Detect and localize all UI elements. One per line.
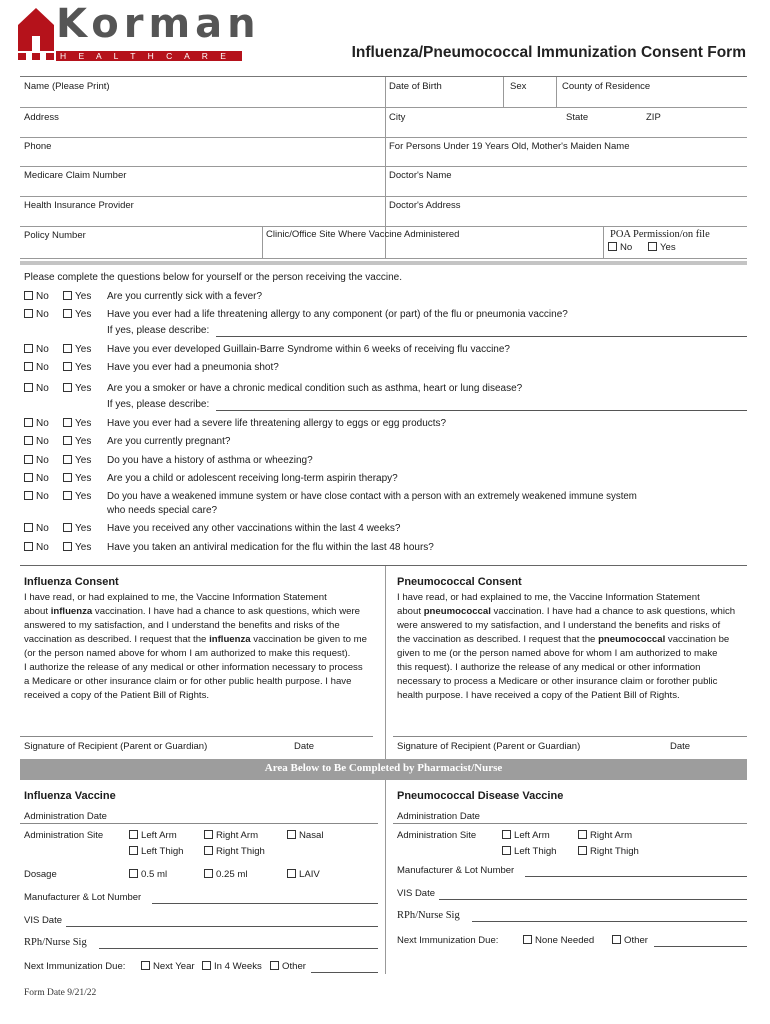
pneu-admin-date: Administration Date [397, 811, 480, 822]
q4-no[interactable]: No [24, 362, 49, 373]
q9-yes[interactable]: Yes [63, 473, 91, 484]
pneu-vis-line[interactable] [439, 899, 747, 900]
poa-field: POA Permission/on file [610, 229, 710, 240]
q4-yes[interactable]: Yes [63, 362, 91, 373]
q11-no[interactable]: No [24, 523, 49, 534]
pneu-next-label: Next Immunization Due: [397, 935, 499, 946]
q7-no[interactable]: No [24, 436, 49, 447]
pharmacist-bar-title: Area Below to Be Completed by Pharmacist/Nurse [264, 762, 503, 774]
q6-yes[interactable]: Yes [63, 418, 91, 429]
pneu-right-thigh-checkbox[interactable]: Right Thigh [578, 846, 639, 857]
q10-no[interactable]: No [24, 491, 49, 502]
flu-signature-label: Signature of Recipient (Parent or Guardian) [24, 741, 208, 752]
q5-no[interactable]: No [24, 383, 49, 394]
sex-field[interactable]: Sex [510, 81, 527, 92]
pneu-rph-label: RPh/Nurse Sig [397, 910, 460, 921]
describe-line-2[interactable] [216, 410, 747, 411]
q9-no[interactable]: No [24, 473, 49, 484]
question: Are you a smoker or have a chronic medical condition such as asthma, heart or lung disease? [107, 383, 523, 394]
dob-field[interactable]: Date of Birth [389, 81, 442, 92]
four-weeks-checkbox[interactable]: In 4 Weeks [202, 961, 262, 972]
q7-yes[interactable]: Yes [63, 436, 91, 447]
county-field[interactable]: County of Residence [562, 81, 651, 92]
pneu-admin-site: Administration Site [397, 830, 477, 841]
q1-no[interactable]: No [24, 291, 49, 302]
flu-date-label: Date [294, 741, 315, 752]
pneu-date-label: Date [670, 741, 691, 752]
pneu-consent-text: I have read, or had explained to me, the Vaccine Information Statement about pneumococcal vaccination. I have had a chance to ask questions, which were answered to my satisfaction, and I understand the benefits and risks of the vaccination as described. I request that the pneumococcal vaccination be given to me (or the person named above for whom I am authorized to make this request). I authorize the release of any medical or other information necessary to process a Medicare or other insurance claim or forother public health purpose. I have received a copy of the Patient Bill of Rights. [397, 592, 736, 701]
pneu-lot-line[interactable] [525, 876, 747, 877]
flu-left-arm-checkbox[interactable]: Left Arm [129, 830, 177, 841]
q8-no[interactable]: No [24, 455, 49, 466]
dose-025-checkbox[interactable]: 0.25 ml [204, 869, 247, 880]
flu-admin-site: Administration Site [24, 830, 104, 841]
phone-field[interactable]: Phone [24, 141, 52, 152]
pneu-rph-line[interactable] [472, 921, 747, 922]
instructions: Please complete the questions below for yourself or the person receiving the vaccine. [24, 272, 402, 283]
pneu-signature-label: Signature of Recipient (Parent or Guardian) [397, 741, 581, 752]
question: Have you ever had a severe life threatening allergy to eggs or egg products? [107, 418, 447, 429]
question: Do you have a history of asthma or wheezing? [107, 455, 313, 466]
form-date-footer: Form Date 9/21/22 [24, 988, 97, 998]
dose-05-checkbox[interactable]: 0.5 ml [129, 869, 167, 880]
pneu-right-arm-checkbox[interactable]: Right Arm [578, 830, 632, 841]
q2-yes[interactable]: Yes [63, 309, 91, 320]
flu-vaccine-title: Influenza Vaccine [24, 790, 116, 802]
pneu-other-line[interactable] [654, 946, 747, 947]
logo-subtitle: H E A L T H C A R E [60, 51, 231, 61]
flu-other-line[interactable] [311, 972, 378, 973]
q3-no[interactable]: No [24, 344, 49, 355]
clinic-field[interactable]: Clinic/Office Site Where Vaccine Administered [266, 229, 460, 240]
poa-yes-checkbox[interactable]: Yes [648, 242, 676, 253]
question: Are you currently pregnant? [107, 436, 231, 447]
form-title: Influenza/Pneumococcal Immunization Consent Form [351, 44, 746, 61]
insurance-field[interactable]: Health Insurance Provider [24, 200, 134, 211]
q12-yes[interactable]: Yes [63, 542, 91, 553]
describe-label: If yes, please describe: [107, 325, 210, 336]
flu-dosage: Dosage [24, 869, 57, 880]
flu-left-thigh-checkbox[interactable]: Left Thigh [129, 846, 184, 857]
pneu-lot-label: Manufacturer & Lot Number [397, 865, 515, 876]
flu-next-label: Next Immunization Due: [24, 961, 126, 972]
house-icon [18, 8, 54, 60]
question: Have you ever developed Guillain-Barre Syndrome within 6 weeks of receiving flu vaccine? [107, 344, 510, 355]
flu-signature-line[interactable] [20, 736, 373, 737]
question: Do you have a weakened immune system or have close contact with a person with an extremely weakened immune system [107, 491, 637, 502]
q11-yes[interactable]: Yes [63, 523, 91, 534]
flu-lot-label: Manufacturer & Lot Number [24, 892, 142, 903]
flu-lot-line[interactable] [152, 903, 378, 904]
question: Have you ever had a life threatening allergy to any component (or part) of the flu or pneumonia vaccine? [107, 309, 568, 320]
question: Have you received any other vaccinations within the last 4 weeks? [107, 523, 401, 534]
pneu-admin-date-line[interactable] [393, 823, 747, 824]
poa-no-checkbox[interactable]: No [608, 242, 632, 253]
pneu-left-thigh-checkbox[interactable]: Left Thigh [502, 846, 557, 857]
maiden-name-field[interactable]: For Persons Under 19 Years Old, Mother's Maiden Name [389, 141, 630, 152]
state-field[interactable]: State [566, 112, 589, 123]
flu-rph-label: RPh/Nurse Sig [24, 937, 87, 948]
q2-no[interactable]: No [24, 309, 49, 320]
flu-consent-title: Influenza Consent [24, 576, 119, 588]
flu-nasal-checkbox[interactable]: Nasal [287, 830, 324, 841]
name-field[interactable]: Name (Please Print) [24, 81, 110, 92]
q3-yes[interactable]: Yes [63, 344, 91, 355]
q12-no[interactable]: No [24, 542, 49, 553]
pneu-vaccine-title: Pneumococcal Disease Vaccine [397, 790, 564, 802]
pneu-consent-title: Pneumococcal Consent [397, 576, 522, 588]
flu-admin-date-line[interactable] [20, 823, 378, 824]
flu-consent-text: I have read, or had explained to me, the Vaccine Information Statement about influenza vaccination. I have had a chance to ask questions, which were answered to my satisfaction, and I understand the benefits and risks of the vaccination as described. I request that the influenza vaccination be given to me (or the person named above for whom I am authorized to make this request). I authorize the release of any medical or other information necessary to process a Medicare or other insurance claim or for other public health purpose. I have received a copy of the Patient Bill of Rights. [24, 592, 367, 701]
doctor-address-field[interactable]: Doctor's Address [389, 200, 461, 211]
pneu-left-arm-checkbox[interactable]: Left Arm [502, 830, 550, 841]
city-field[interactable]: City [389, 112, 406, 123]
q1-yes[interactable]: Yes [63, 291, 91, 302]
question-cont: who needs special care? [107, 505, 218, 516]
describe-label: If yes, please describe: [107, 399, 210, 410]
flu-other-checkbox[interactable]: Other [270, 961, 306, 972]
dose-laiv-checkbox[interactable]: LAIV [287, 869, 320, 880]
question: Are you a child or adolescent receiving long-term aspirin therapy? [107, 473, 398, 484]
pneu-signature-line[interactable] [393, 736, 747, 737]
policy-field[interactable]: Policy Number [24, 230, 86, 241]
flu-right-arm-checkbox[interactable]: Right Arm [204, 830, 258, 841]
medicare-field[interactable]: Medicare Claim Number [24, 170, 127, 181]
zip-field[interactable]: ZIP [646, 112, 661, 123]
doctor-name-field[interactable]: Doctor's Name [389, 170, 452, 181]
pneu-other-checkbox[interactable]: Other [612, 935, 648, 946]
q8-yes[interactable]: Yes [63, 455, 91, 466]
question: Are you currently sick with a fever? [107, 291, 263, 302]
pneu-vis-label: VIS Date [397, 888, 436, 899]
next-year-checkbox[interactable]: Next Year [141, 961, 195, 972]
none-needed-checkbox[interactable]: None Needed [523, 935, 594, 946]
describe-line-1[interactable] [216, 336, 747, 337]
flu-right-thigh-checkbox[interactable]: Right Thigh [204, 846, 265, 857]
q6-no[interactable]: No [24, 418, 49, 429]
flu-rph-line[interactable] [99, 948, 378, 949]
address-field[interactable]: Address [24, 112, 59, 123]
question: Have you taken an antiviral medication for the flu within the last 48 hours? [107, 542, 434, 553]
logo-wordmark: Korman [56, 1, 261, 47]
q5-yes[interactable]: Yes [63, 383, 91, 394]
flu-vis-label: VIS Date [24, 915, 63, 926]
q10-yes[interactable]: Yes [63, 491, 91, 502]
flu-admin-date: Administration Date [24, 811, 107, 822]
question: Have you ever had a pneumonia shot? [107, 362, 279, 373]
flu-vis-line[interactable] [66, 926, 378, 927]
